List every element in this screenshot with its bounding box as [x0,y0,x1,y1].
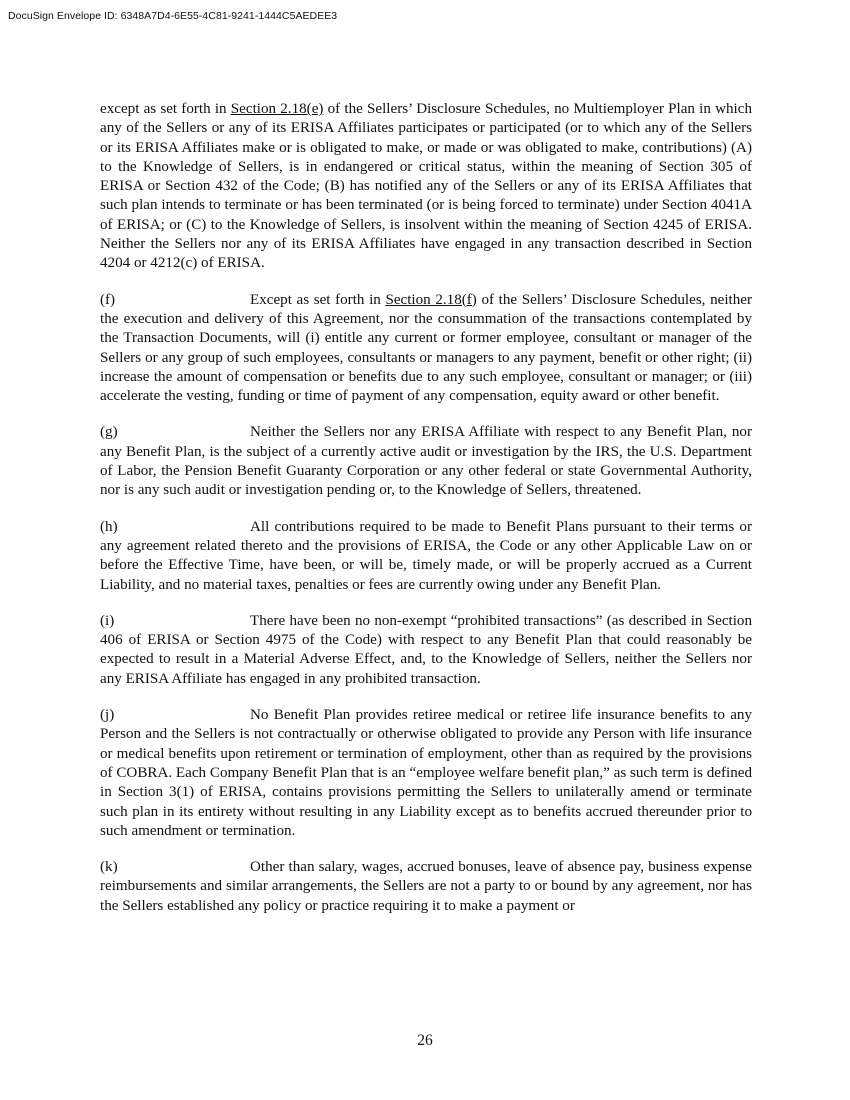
paragraph-text: No Benefit Plan provides retiree medical or retiree life insurance benefits to any Person and the Sellers is not contractually or otherwise obligated to provide any Person with life insurance or medical benefits upon retirement or termination of employment, other than as required by the provisions of COBRA. Each Company Benefit Plan that is an “employee welfare benefit plan,” as such term is defined in Section 3(1) of ERISA, contains provisions permitting the Sellers to unilaterally amend or terminate such plan in its entirety without resulting in any Liability except as to benefits accrued thereunder prior to such amendment or termination. [100,707,752,839]
paragraph-text: All contributions required to be made to Benefit Plans pursuant to their terms or any agreement related thereto and the provisions of ERISA, the Code or any other Applicable Law on or before the Effective Time, have been, or will be, timely made, or will be properly accrued as a Current Liability, and no material taxes, penalties or fees are currently owing under any Benefit Plan. [100,518,752,593]
paragraph-text: except as set forth in [100,101,231,117]
paragraph-i [100,612,752,689]
paragraph-marker: (j) [100,707,115,724]
paragraph-j [100,706,752,841]
paragraph-text: There have been no non-exempt “prohibited transactions” (as described in Section 406 of ERISA or Section 4975 of the Code) with respect to any Benefit Plan that could reasonably be expected to result in a Material Adverse Effect, and, to the Knowledge of Sellers, neither the Sellers nor any ERISA Affiliate has engaged in any prohibited transaction. [100,612,752,687]
paragraph-marker: (g) [100,424,118,441]
paragraph-text: Neither the Sellers nor any ERISA Affiliate with respect to any Benefit Plan, nor any Benefit Plan, is the subject of a currently active audit or investigation by the IRS, the U.S. Department of Labor, the Pension Benefit Guaranty Corporation or any other federal or state Governmental Authority, nor is any such audit or investigation pending or, to the Knowledge of Sellers, threatened. [100,424,752,499]
paragraph-e-continuation [100,100,752,274]
paragraph-k [100,858,752,916]
paragraph-f [100,291,752,407]
section-reference-link: Section 2.18(e) [230,101,324,117]
document-body [100,100,752,933]
paragraph-marker: (k) [100,859,118,876]
paragraph-text: Except as set forth in [250,291,386,308]
section-reference-link: Section 2.18(f) [385,291,477,308]
paragraph-text: Other than salary, wages, accrued bonuses, leave of absence pay, business expense reimbursements and similar arrangements, the Sellers are not a party to or bound by any agreement, nor has the Sellers established any policy or practice requiring it to make a payment or [100,859,752,914]
paragraph-marker: (f) [100,291,116,308]
page-number: 26 [417,1032,433,1049]
paragraph-g [100,423,752,500]
paragraph-text: of the Sellers’ Disclosure Schedules, neither the execution and delivery of this Agreement, nor the consummation of the transactions contemplated by the Transaction Documents, will (i) entitle any current or former employee, consultant or manager of the Sellers or any group of such employees, consultants or managers to any payment, benefit or other right; (ii) increase the amount of compensation or benefits due to any such employee, consultant or manager; or (iii) accelerate the vesting, funding or time of payment of any compensation, equity award or other benefit. [100,291,752,405]
paragraph-text: of the Sellers’ Disclosure Schedules, no Multiemployer Plan in which any of the Sellers or any of its ERISA Affiliates participates or participated (or to which any of the Sellers or its ERISA Affiliates make or is obligated to make, or made or was obligated to make, contributions) (A) to the Knowledge of Sellers, is in endangered or critical status, within the meaning of Section 305 of ERISA or Section 432 of the Code; (B) has notified any of the Sellers or any of its ERISA Affiliates that such plan intends to terminate or has been terminated (or is being forced to terminate) under Section 4041A of ERISA; or (C) to the Knowledge of Sellers, is insolvent within the meaning of Section 4245 of ERISA. Neither the Sellers nor any of its ERISA Affiliates have engaged in any transaction described in Section 4204 or 4212(c) of ERISA. [100,101,752,272]
docusign-envelope-id: DocuSign Envelope ID: 6348A7D4-6E55-4C81-9241-1444C5AEDEE3 [8,10,338,22]
paragraph-h [100,518,752,595]
paragraph-marker: (i) [100,612,115,629]
paragraph-marker: (h) [100,518,118,535]
